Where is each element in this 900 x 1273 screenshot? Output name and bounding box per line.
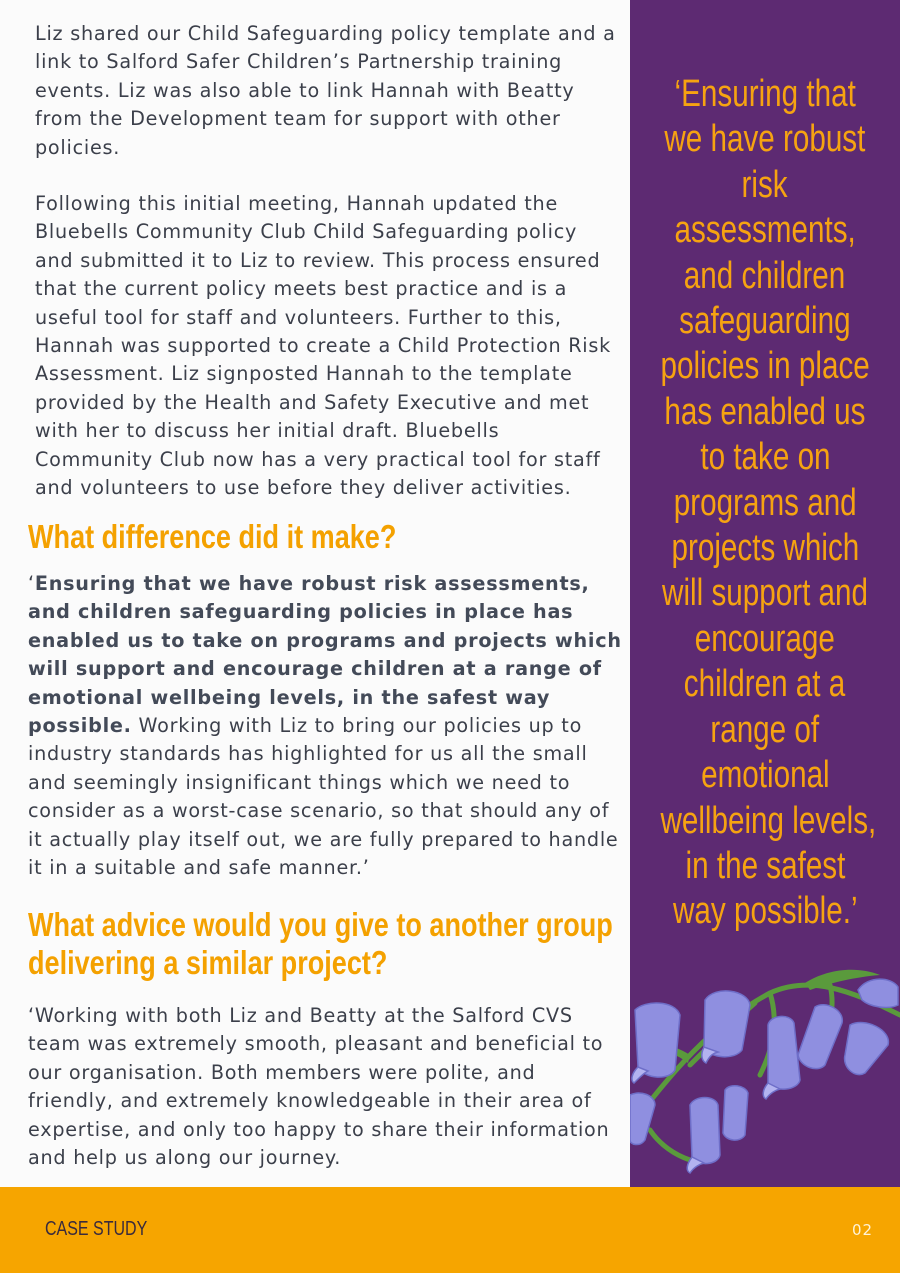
heading-advice [28, 906, 613, 982]
sidebar-pull-quote-panel [630, 0, 900, 1187]
pull-quote-line: to take on [699, 436, 831, 479]
quote-rest-text: Working with Liz to bring our policies up to industry standards has highlighted for us all the small and seemingly insignificant things which we need to consider as a worst-case scenario, so that should any of it actually play itself out, we are fully prepared to handle it in a suitable and safe manner.’ [28, 714, 619, 880]
pull-quote-line: safeguarding [679, 300, 851, 343]
bluebell-flowers-illustration [630, 955, 900, 1187]
footer-label: CASE STUDY [45, 1218, 148, 1240]
quote-bold-text: Ensuring that we have robust risk assessments, and children safeguarding policies in place has enabled us to take on programs and projects which will support and encourage children at a range of emotional wellbeing levels, in the safest way possible. [28, 572, 622, 738]
pull-quote-line: we have robust [664, 118, 866, 161]
pull-quote-line: in the safest [685, 844, 845, 887]
pull-quote-line: programs and [673, 481, 857, 524]
heading-advice-line-1: What advice would you give to another group [28, 906, 613, 943]
page-number: 02 [852, 1221, 874, 1239]
pull-quote-line: and children [684, 254, 846, 297]
pull-quote-line: policies in place [660, 345, 870, 388]
heading-advice-line-2: delivering a similar project? [28, 944, 388, 981]
body-paragraph-3: ‘Working with both Liz and Beatty at the Salford CVS team was extremely smooth, pleasant and beneficial to our organisation. Both members were polite, and friendly, and extremely knowledgeable in their area of expertise, and only too happy to share their information and help us along our journey. [28, 1004, 610, 1170]
body-paragraph-1: Liz shared our Child Safeguarding policy template and a link to Salford Safer Children’s Partnership training events. Liz was also able to link Hannah with Beatty from the Development team for support with other policies. [35, 22, 616, 159]
pull-quote-line: children at a [684, 663, 846, 706]
pull-quote-line: ‘Ensuring that [674, 73, 856, 115]
pull-quote-line: will support and [662, 572, 868, 615]
heading-difference: What difference did it make? [28, 518, 397, 555]
pull-quote-line: projects which [671, 527, 859, 570]
pull-quote-line: range of [710, 708, 820, 751]
body-paragraph-2: Following this initial meeting, Hannah updated the Bluebells Community Club Child Safeguarding policy and submitted it to Liz to review. This process ensured that the current policy meets best practice and is a useful tool for staff and volunteers. Further to this, Hannah was supported to create a Child Protection Risk Assessment. Liz signposted Hannah to the template provided by the Health and Safety Executive and met with her to discuss her initial draft. Bluebells Community Club now has a very practical tool for staff and volunteers to use before they deliver activities. [35, 192, 611, 500]
testimonial-quote [28, 570, 624, 882]
pull-quote-line: way possible.’ [672, 890, 858, 933]
pull-quote-line: encourage [694, 617, 836, 660]
pull-quote-line: assessments, [674, 209, 856, 252]
pull-quote-line: wellbeing levels, [660, 799, 877, 842]
quote-open-mark: ‘ [28, 572, 35, 595]
pull-quote-line: emotional [700, 754, 830, 797]
pull-quote-line: has enabled us [664, 390, 866, 433]
pull-quote-line: risk [741, 163, 789, 206]
pull-quote [630, 72, 900, 935]
